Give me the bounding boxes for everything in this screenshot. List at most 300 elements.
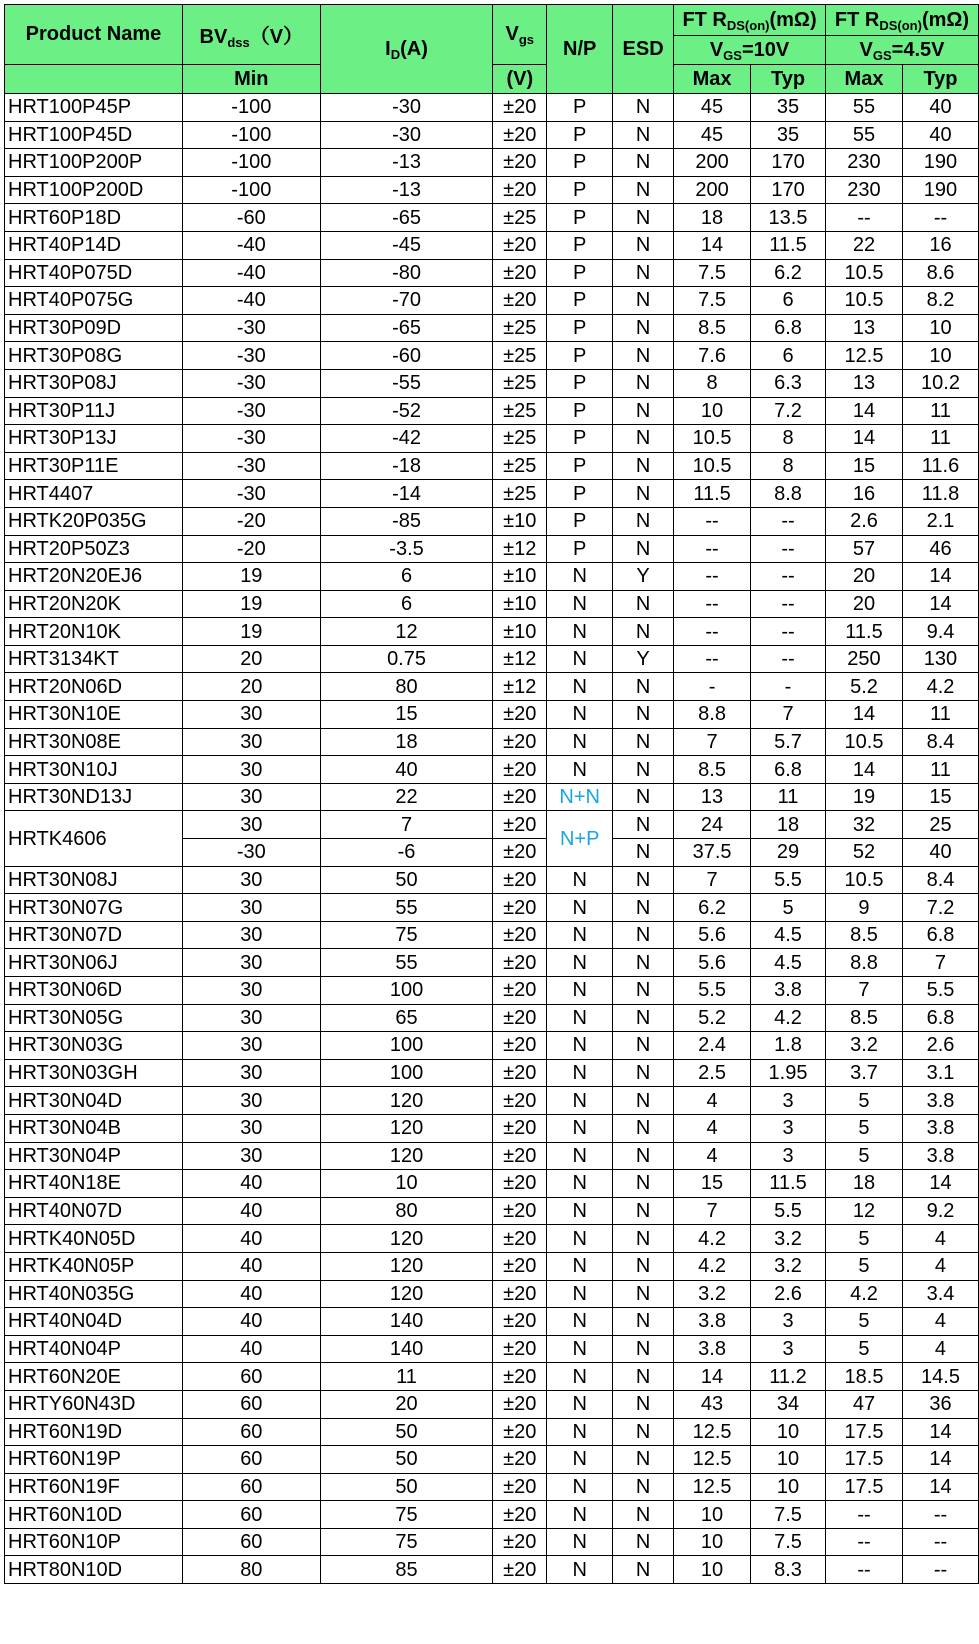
cell-esd: N (613, 977, 674, 1005)
cell-bvdss: -30 (182, 452, 320, 480)
cell-esd: N (613, 866, 674, 894)
cell-max-4v5: 14 (826, 701, 903, 729)
cell-id: -6 (320, 839, 493, 867)
cell-product-name: HRT40N035G (5, 1280, 183, 1308)
table-row (5, 176, 979, 204)
cell-typ-4v5: 7 (902, 949, 978, 977)
cell-max-10v: 3.8 (674, 1308, 751, 1336)
cell-typ-10v: 5.7 (751, 728, 826, 756)
cell-np: N (547, 1335, 613, 1363)
table-row (5, 1114, 979, 1142)
cell-max-10v: 10.5 (674, 425, 751, 453)
cell-id: 120 (320, 1087, 493, 1115)
cell-max-10v: 4.2 (674, 1225, 751, 1253)
cell-vgs: ±10 (493, 618, 547, 646)
cell-max-10v: 7.5 (674, 259, 751, 287)
cell-product-name: HRT40N07D (5, 1197, 183, 1225)
cell-max-4v5: 5 (826, 1114, 903, 1142)
table-row (5, 1059, 979, 1087)
cell-product-name: HRT60P18D (5, 204, 183, 232)
cell-max-10v: 15 (674, 1170, 751, 1198)
cell-np: N (547, 673, 613, 701)
cell-id: 22 (320, 783, 493, 811)
cell-typ-10v: -- (751, 618, 826, 646)
cell-typ-10v: - (751, 673, 826, 701)
cell-np: P (547, 369, 613, 397)
header-cond-a-pre: V (709, 38, 724, 61)
cell-bvdss: 60 (182, 1528, 320, 1556)
cell-vgs: ±20 (493, 783, 547, 811)
cell-id: 100 (320, 1032, 493, 1060)
header-cond-10v (674, 36, 826, 65)
cell-typ-10v: 7.2 (751, 397, 826, 425)
cell-np: N (547, 756, 613, 784)
cell-id: 140 (320, 1308, 493, 1336)
cell-np: N (547, 1501, 613, 1529)
cell-product-name: HRT30N08J (5, 866, 183, 894)
cell-id: -52 (320, 397, 493, 425)
cell-max-4v5: -- (826, 1556, 903, 1584)
table-row (5, 673, 979, 701)
cell-id: 11 (320, 1363, 493, 1391)
cell-typ-4v5: 2.6 (902, 1032, 978, 1060)
cell-typ-10v: 6.2 (751, 259, 826, 287)
cell-max-10v: 45 (674, 121, 751, 149)
cell-esd: N (613, 618, 674, 646)
cell-bvdss: -100 (182, 149, 320, 177)
cell-vgs: ±20 (493, 1418, 547, 1446)
cell-bvdss: 40 (182, 1225, 320, 1253)
cell-max-4v5: 5 (826, 1335, 903, 1363)
cell-max-10v: 18 (674, 204, 751, 232)
cell-esd: N (613, 121, 674, 149)
cell-typ-10v: 6.8 (751, 314, 826, 342)
header-cond-a-sub: GS (723, 47, 742, 63)
cell-product-name: HRT20P50Z3 (5, 535, 183, 563)
cell-id: 75 (320, 921, 493, 949)
cell-vgs: ±20 (493, 756, 547, 784)
cell-max-4v5: 2.6 (826, 507, 903, 535)
cell-max-4v5: 4.2 (826, 1280, 903, 1308)
cell-np: P (547, 149, 613, 177)
cell-vgs: ±20 (493, 1059, 547, 1087)
table-row (5, 866, 979, 894)
header-ft-rds-b-sub: DS(on) (879, 17, 922, 33)
cell-typ-4v5: 36 (902, 1390, 978, 1418)
cell-max-10v: 10 (674, 1556, 751, 1584)
cell-vgs: ±25 (493, 397, 547, 425)
cell-typ-4v5: 130 (902, 645, 978, 673)
cell-bvdss: 30 (182, 1087, 320, 1115)
cell-product-name: HRTY60N43D (5, 1390, 183, 1418)
cell-typ-4v5: 11.8 (902, 480, 978, 508)
cell-np: N (547, 1528, 613, 1556)
cell-esd: N (613, 535, 674, 563)
cell-bvdss: -40 (182, 259, 320, 287)
cell-vgs: ±20 (493, 1308, 547, 1336)
cell-np: N (547, 866, 613, 894)
header-id-sub: D (390, 46, 401, 62)
cell-product-name: HRT30N06J (5, 949, 183, 977)
cell-esd: N (613, 1114, 674, 1142)
cell-typ-4v5: 14 (902, 1473, 978, 1501)
cell-esd: N (613, 811, 674, 839)
table-row (5, 701, 979, 729)
cell-max-10v: 8.5 (674, 314, 751, 342)
table-row (5, 204, 979, 232)
cell-id: 50 (320, 1446, 493, 1474)
cell-np: P (547, 259, 613, 287)
cell-vgs: ±25 (493, 452, 547, 480)
cell-max-4v5: 20 (826, 590, 903, 618)
cell-np: N (547, 949, 613, 977)
cell-bvdss: -100 (182, 121, 320, 149)
cell-esd: N (613, 1446, 674, 1474)
header-typ-10v: Typ (751, 65, 826, 94)
cell-bvdss: 60 (182, 1390, 320, 1418)
cell-product-name: HRT4407 (5, 480, 183, 508)
table-row (5, 1225, 979, 1253)
cell-esd: N (613, 783, 674, 811)
cell-bvdss: 30 (182, 1059, 320, 1087)
cell-bvdss: 60 (182, 1363, 320, 1391)
header-typ-4v5: Typ (902, 65, 978, 94)
cell-max-4v5: 52 (826, 839, 903, 867)
cell-max-10v: 12.5 (674, 1473, 751, 1501)
cell-product-name: HRT20N10K (5, 618, 183, 646)
cell-max-4v5: 5 (826, 1142, 903, 1170)
cell-bvdss: -30 (182, 480, 320, 508)
header-ft-rds-b-pre: FT R (834, 8, 880, 31)
cell-typ-10v: 8 (751, 425, 826, 453)
cell-np: N (547, 894, 613, 922)
cell-max-4v5: 19 (826, 783, 903, 811)
cell-max-10v: -- (674, 507, 751, 535)
cell-typ-4v5: 15 (902, 783, 978, 811)
table-row (5, 1418, 979, 1446)
header-id (320, 5, 493, 94)
header-vgs-sub: gs (518, 32, 535, 47)
cell-id: 20 (320, 1390, 493, 1418)
table-row (5, 369, 979, 397)
product-table-container (4, 4, 979, 1584)
cell-typ-10v: 7.5 (751, 1528, 826, 1556)
cell-np: N+P (547, 811, 613, 866)
cell-np: P (547, 94, 613, 122)
table-row (5, 645, 979, 673)
cell-typ-10v: 11.2 (751, 1363, 826, 1391)
cell-typ-10v: 6 (751, 342, 826, 370)
cell-max-10v: -- (674, 563, 751, 591)
cell-esd: N (613, 894, 674, 922)
table-row (5, 921, 979, 949)
cell-typ-4v5: 40 (902, 94, 978, 122)
cell-typ-10v: 3.2 (751, 1252, 826, 1280)
cell-np: P (547, 507, 613, 535)
cell-bvdss: 20 (182, 645, 320, 673)
table-row (5, 94, 979, 122)
cell-np: P (547, 342, 613, 370)
cell-max-10v: 5.2 (674, 1004, 751, 1032)
cell-vgs: ±20 (493, 839, 547, 867)
cell-max-10v: -- (674, 618, 751, 646)
cell-id: -30 (320, 94, 493, 122)
cell-np: N (547, 1142, 613, 1170)
cell-typ-10v: 13.5 (751, 204, 826, 232)
cell-id: 120 (320, 1225, 493, 1253)
cell-np: N (547, 921, 613, 949)
cell-id: -30 (320, 121, 493, 149)
cell-max-4v5: 13 (826, 369, 903, 397)
cell-np: N (547, 1004, 613, 1032)
cell-max-10v: 4 (674, 1087, 751, 1115)
cell-typ-10v: 170 (751, 176, 826, 204)
header-vgs-unit: (V) (493, 65, 547, 94)
cell-vgs: ±20 (493, 894, 547, 922)
cell-id: -3.5 (320, 535, 493, 563)
cell-max-4v5: -- (826, 1528, 903, 1556)
table-row (5, 1197, 979, 1225)
header-vgs (493, 5, 547, 65)
table-row (5, 1280, 979, 1308)
cell-bvdss: 40 (182, 1308, 320, 1336)
cell-np: N (547, 1059, 613, 1087)
cell-typ-10v: 35 (751, 121, 826, 149)
cell-product-name: HRT100P45D (5, 121, 183, 149)
cell-typ-10v: 8 (751, 452, 826, 480)
cell-typ-10v: 1.8 (751, 1032, 826, 1060)
cell-typ-10v: 170 (751, 149, 826, 177)
table-row (5, 590, 979, 618)
cell-vgs: ±10 (493, 563, 547, 591)
cell-product-name: HRT30N04P (5, 1142, 183, 1170)
cell-esd: N (613, 149, 674, 177)
cell-typ-4v5: 4.2 (902, 673, 978, 701)
cell-max-10v: 2.4 (674, 1032, 751, 1060)
table-row (5, 342, 979, 370)
cell-typ-10v: 3 (751, 1114, 826, 1142)
cell-typ-10v: 8.3 (751, 1556, 826, 1584)
cell-typ-10v: 10 (751, 1418, 826, 1446)
cell-typ-4v5: 9.4 (902, 618, 978, 646)
cell-vgs: ±10 (493, 590, 547, 618)
cell-esd: N (613, 342, 674, 370)
cell-typ-4v5: 11 (902, 397, 978, 425)
cell-max-4v5: 8.5 (826, 1004, 903, 1032)
cell-bvdss: 40 (182, 1197, 320, 1225)
cell-vgs: ±20 (493, 1528, 547, 1556)
cell-max-4v5: 250 (826, 645, 903, 673)
cell-max-4v5: 10.5 (826, 287, 903, 315)
cell-vgs: ±20 (493, 1446, 547, 1474)
cell-typ-4v5: 4 (902, 1308, 978, 1336)
table-row (5, 1170, 979, 1198)
cell-id: -80 (320, 259, 493, 287)
cell-typ-10v: 7 (751, 701, 826, 729)
table-header (5, 5, 979, 94)
cell-bvdss: -30 (182, 839, 320, 867)
cell-max-4v5: 8.5 (826, 921, 903, 949)
table-row (5, 480, 979, 508)
cell-max-10v: 4.2 (674, 1252, 751, 1280)
cell-product-name: HRT30P13J (5, 425, 183, 453)
cell-np: N (547, 1087, 613, 1115)
cell-esd: N (613, 590, 674, 618)
cell-product-name: HRT30N07G (5, 894, 183, 922)
cell-vgs: ±20 (493, 259, 547, 287)
cell-max-4v5: 5 (826, 1087, 903, 1115)
cell-max-10v: -- (674, 590, 751, 618)
cell-max-4v5: 16 (826, 480, 903, 508)
cell-typ-4v5: 14 (902, 590, 978, 618)
cell-max-10v: 37.5 (674, 839, 751, 867)
cell-max-4v5: 14 (826, 425, 903, 453)
cell-np: N (547, 977, 613, 1005)
cell-max-10v: 11.5 (674, 480, 751, 508)
cell-esd: N (613, 949, 674, 977)
cell-typ-10v: 11.5 (751, 231, 826, 259)
cell-max-10v: 7.5 (674, 287, 751, 315)
cell-product-name: HRT30N04B (5, 1114, 183, 1142)
cell-id: 6 (320, 590, 493, 618)
cell-vgs: ±20 (493, 1087, 547, 1115)
cell-bvdss: 30 (182, 1032, 320, 1060)
cell-typ-4v5: 14 (902, 1418, 978, 1446)
cell-id: -55 (320, 369, 493, 397)
table-row (5, 618, 979, 646)
cell-bvdss: 19 (182, 563, 320, 591)
cell-max-10v: 13 (674, 783, 751, 811)
cell-typ-10v: 4.2 (751, 1004, 826, 1032)
cell-id: 18 (320, 728, 493, 756)
header-cond-a-post: =10V (741, 38, 790, 61)
cell-bvdss: 60 (182, 1418, 320, 1446)
cell-esd: N (613, 1501, 674, 1529)
cell-typ-4v5: 190 (902, 176, 978, 204)
cell-product-name: HRT40N04P (5, 1335, 183, 1363)
cell-esd: N (613, 1059, 674, 1087)
cell-np: N (547, 1197, 613, 1225)
table-row (5, 1501, 979, 1529)
cell-id: 40 (320, 756, 493, 784)
cell-vgs: ±20 (493, 977, 547, 1005)
cell-typ-4v5: 3.8 (902, 1114, 978, 1142)
cell-max-4v5: 47 (826, 1390, 903, 1418)
cell-bvdss: 30 (182, 921, 320, 949)
table-row (5, 1528, 979, 1556)
cell-esd: N (613, 369, 674, 397)
cell-product-name: HRT30P08G (5, 342, 183, 370)
table-row (5, 1556, 979, 1584)
cell-esd: N (613, 1197, 674, 1225)
cell-typ-4v5: 6.8 (902, 1004, 978, 1032)
cell-typ-4v5: 10 (902, 342, 978, 370)
cell-typ-4v5: 6.8 (902, 921, 978, 949)
cell-product-name: HRT60N10P (5, 1528, 183, 1556)
cell-id: 55 (320, 949, 493, 977)
cell-typ-4v5: -- (902, 1556, 978, 1584)
cell-esd: N (613, 1087, 674, 1115)
cell-max-4v5: 22 (826, 231, 903, 259)
header-max-4v5: Max (826, 65, 903, 94)
cell-id: 50 (320, 1418, 493, 1446)
header-bvdss-main: BV (199, 26, 228, 48)
cell-typ-4v5: 3.8 (902, 1087, 978, 1115)
cell-np: N (547, 728, 613, 756)
cell-typ-4v5: -- (902, 1501, 978, 1529)
cell-bvdss: 60 (182, 1501, 320, 1529)
cell-vgs: ±20 (493, 1390, 547, 1418)
cell-esd: N (613, 1390, 674, 1418)
cell-typ-4v5: 46 (902, 535, 978, 563)
cell-vgs: ±12 (493, 535, 547, 563)
cell-esd: N (613, 452, 674, 480)
cell-esd: N (613, 176, 674, 204)
cell-typ-10v: 7.5 (751, 1501, 826, 1529)
cell-np: N (547, 563, 613, 591)
cell-product-name: HRT30P11J (5, 397, 183, 425)
cell-max-10v: 12.5 (674, 1418, 751, 1446)
header-cond-4v5 (826, 36, 979, 65)
cell-typ-4v5: 8.6 (902, 259, 978, 287)
header-id-unit: (A) (400, 37, 428, 60)
cell-bvdss: 60 (182, 1473, 320, 1501)
cell-product-name: HRTK40N05D (5, 1225, 183, 1253)
cell-max-10v: 7 (674, 1197, 751, 1225)
cell-id: -13 (320, 176, 493, 204)
table-row (5, 1142, 979, 1170)
cell-product-name: HRT40N04D (5, 1308, 183, 1336)
cell-max-4v5: 14 (826, 756, 903, 784)
cell-max-4v5: 8.8 (826, 949, 903, 977)
cell-typ-10v: 3 (751, 1308, 826, 1336)
table-row (5, 287, 979, 315)
cell-max-4v5: 7 (826, 977, 903, 1005)
cell-typ-4v5: 8.2 (902, 287, 978, 315)
cell-typ-10v: 3 (751, 1142, 826, 1170)
cell-id: 7 (320, 811, 493, 839)
cell-esd: N (613, 701, 674, 729)
cell-bvdss: 20 (182, 673, 320, 701)
cell-max-4v5: 20 (826, 563, 903, 591)
cell-id: 80 (320, 1197, 493, 1225)
cell-vgs: ±25 (493, 480, 547, 508)
header-ft-rds-4v5 (826, 5, 979, 36)
cell-max-4v5: 9 (826, 894, 903, 922)
cell-max-4v5: 18 (826, 1170, 903, 1198)
header-bvdss-unit: （V） (249, 26, 304, 48)
cell-id: -14 (320, 480, 493, 508)
cell-vgs: ±25 (493, 314, 547, 342)
cell-product-name: HRT40P075G (5, 287, 183, 315)
cell-np: N (547, 1446, 613, 1474)
cell-bvdss: 40 (182, 1252, 320, 1280)
cell-typ-4v5: 3.4 (902, 1280, 978, 1308)
cell-bvdss: 30 (182, 756, 320, 784)
cell-max-10v: 8.8 (674, 701, 751, 729)
cell-esd: N (613, 480, 674, 508)
cell-typ-10v: 2.6 (751, 1280, 826, 1308)
cell-typ-4v5: 10 (902, 314, 978, 342)
table-row (5, 149, 979, 177)
cell-id: -42 (320, 425, 493, 453)
cell-vgs: ±25 (493, 425, 547, 453)
cell-max-4v5: 12 (826, 1197, 903, 1225)
cell-max-4v5: 12.5 (826, 342, 903, 370)
cell-typ-4v5: 8.4 (902, 728, 978, 756)
cell-max-4v5: 14 (826, 397, 903, 425)
cell-max-10v: 10.5 (674, 452, 751, 480)
